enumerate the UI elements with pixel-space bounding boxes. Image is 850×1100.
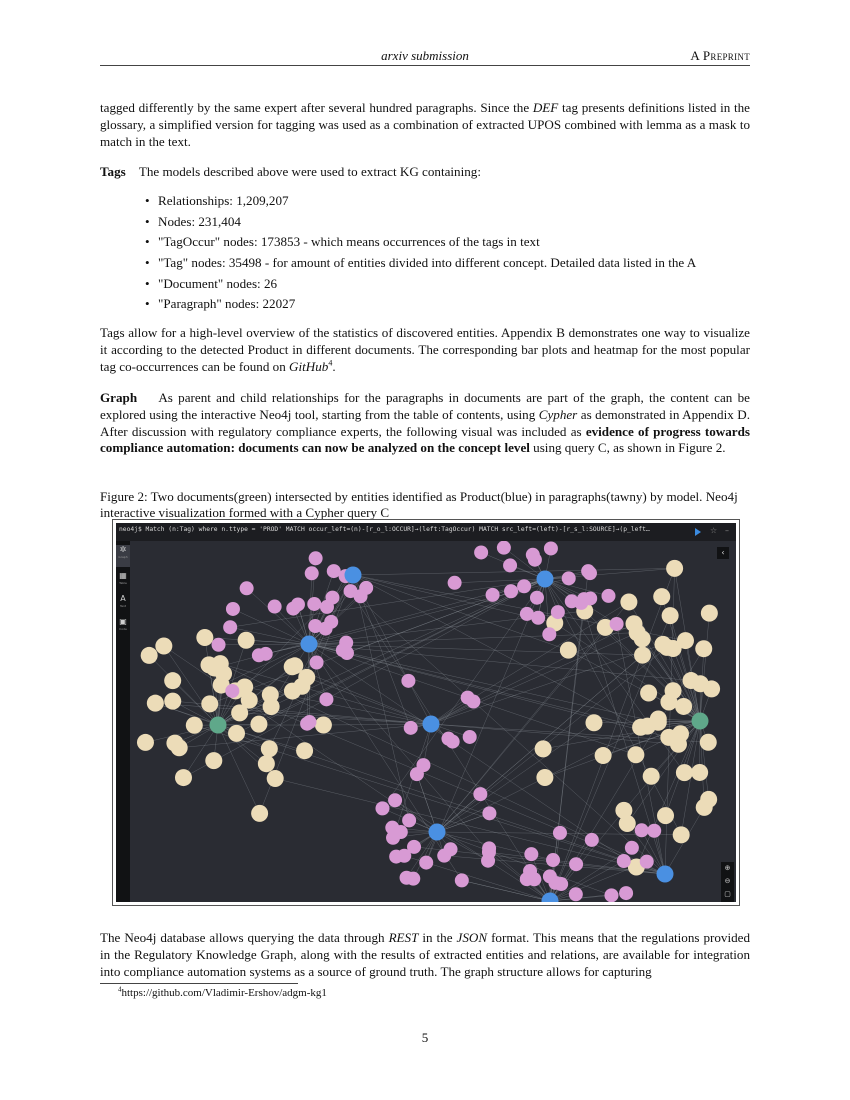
tagoccur-node[interactable]	[401, 674, 415, 688]
paragraph-node[interactable]	[267, 770, 284, 787]
product-node[interactable]	[657, 866, 674, 883]
paragraph-node[interactable]	[215, 665, 232, 682]
intro-paragraph: tagged differently by the same expert after several hundred paragraphs. Since the DEF tag presents definitions listed in the glossary, a simplified version for tagging was used as a combination of extracted UPOS combined with lemma as a mask to match in the text.	[100, 100, 750, 149]
paragraph-node[interactable]	[535, 740, 552, 757]
tagoccur-node[interactable]	[554, 877, 568, 891]
tagoccur-node[interactable]	[551, 605, 565, 619]
paragraph-node[interactable]	[261, 740, 278, 757]
sidebar-item-graph[interactable]: ✲ Graph	[116, 545, 130, 567]
minimize-icon[interactable]: –	[725, 526, 729, 535]
paragraph-node[interactable]	[201, 695, 218, 712]
footnote-ref[interactable]: 4	[328, 358, 333, 368]
document-node[interactable]	[692, 713, 709, 730]
graph-icon: ✲	[119, 545, 127, 554]
paragraph-node[interactable]	[696, 799, 713, 816]
tagoccur-node[interactable]	[530, 591, 544, 605]
paragraph-node[interactable]	[683, 672, 700, 689]
paragraph-node[interactable]	[147, 695, 164, 712]
paragraph-node[interactable]	[666, 560, 683, 577]
neo4j-browser	[116, 523, 736, 902]
paragraph-node[interactable]	[238, 632, 255, 649]
tagoccur-node[interactable]	[419, 856, 433, 870]
kg-stats-list	[148, 191, 696, 315]
tags-lead: Tags The models described above were used to extract KG containing:	[100, 164, 481, 179]
product-node[interactable]	[301, 636, 318, 653]
paragraph-node[interactable]	[196, 629, 213, 646]
footnote: $^4$https://github.com/Vladimir-Ershov/adgm-kg1	[118, 985, 327, 999]
paragraph-node[interactable]	[625, 615, 642, 632]
rest-paragraph: The Neo4j database allows querying the data through REST in the JSON format. This means that the regulations provided in the Regulatory Knowledge Graph, along with the results of extracted entities and relations, are available for integration into compliance automation systems as a source of ground truth. The graph structure allows for capturing	[100, 930, 750, 979]
product-node[interactable]	[429, 824, 446, 841]
tagoccur-node[interactable]	[386, 831, 400, 845]
paragraph-node[interactable]	[263, 698, 280, 715]
paragraph-node[interactable]	[560, 642, 577, 659]
tagoccur-node[interactable]	[553, 826, 567, 840]
tagoccur-node[interactable]	[497, 541, 511, 555]
paragraph-node[interactable]	[700, 734, 717, 751]
sidebar-item-code[interactable]: ▣ Code	[116, 617, 130, 639]
tagoccur-node[interactable]	[544, 541, 558, 555]
header-venue: arxiv submission	[381, 48, 469, 63]
tagoccur-node[interactable]	[340, 646, 354, 660]
tags-heading: Tags	[100, 164, 126, 179]
page-number: 5	[421, 1030, 429, 1045]
graph-canvas[interactable]	[130, 541, 721, 902]
sidebar-item-text[interactable]: A Text	[116, 594, 130, 616]
figure-2	[112, 519, 740, 906]
paragraph-node[interactable]	[665, 640, 682, 657]
paragraph-node[interactable]	[643, 768, 660, 785]
tagoccur-node[interactable]	[569, 857, 583, 871]
paragraph-node[interactable]	[640, 685, 657, 702]
tagoccur-node[interactable]	[400, 871, 414, 885]
play-icon[interactable]	[695, 528, 701, 536]
tagoccur-node[interactable]	[327, 564, 341, 578]
fit-icon[interactable]: ▢	[724, 890, 731, 898]
tagoccur-node[interactable]	[604, 888, 618, 902]
tagoccur-node[interactable]	[520, 607, 534, 621]
product-node[interactable]	[345, 567, 362, 584]
paragraph-node[interactable]	[650, 714, 667, 731]
tagoccur-node[interactable]	[635, 823, 649, 837]
paragraph-node[interactable]	[619, 815, 636, 832]
paragraph-node[interactable]	[673, 826, 690, 843]
tagoccur-node[interactable]	[268, 600, 282, 614]
tagoccur-node[interactable]	[569, 887, 583, 901]
table-icon: ▦	[119, 571, 127, 580]
tagoccur-node[interactable]	[319, 692, 333, 706]
paragraph-node[interactable]	[171, 739, 188, 756]
list-item: • Relationships: 1,209,207	[148, 191, 696, 212]
tagoccur-node[interactable]	[482, 806, 496, 820]
paragraph-node[interactable]	[634, 647, 651, 664]
paragraph-node[interactable]	[175, 769, 192, 786]
list-item: • "Document" nodes: 26	[148, 274, 696, 295]
tagoccur-node[interactable]	[446, 735, 460, 749]
paragraph-node[interactable]	[284, 658, 301, 675]
paragraph-node[interactable]	[258, 755, 275, 772]
tagoccur-node[interactable]	[402, 813, 416, 827]
zoom-controls	[721, 862, 734, 902]
list-item: • "TagOccur" nodes: 173853 - which means occurrences of the tags in text	[148, 232, 696, 253]
tagoccur-node[interactable]	[461, 691, 475, 705]
tagoccur-node[interactable]	[647, 824, 661, 838]
paragraph-node[interactable]	[627, 746, 644, 763]
neo4j-command-bar	[116, 523, 736, 541]
tagoccur-node[interactable]	[388, 793, 402, 807]
paragraph-node[interactable]	[186, 717, 203, 734]
zoom-out-icon[interactable]: ⊖	[724, 877, 731, 885]
tagoccur-node[interactable]	[517, 579, 531, 593]
paragraph-node[interactable]	[141, 647, 158, 664]
paragraph-node[interactable]	[155, 638, 172, 655]
document-node[interactable]	[210, 717, 227, 734]
tagoccur-node[interactable]	[404, 721, 418, 735]
tagoccur-node[interactable]	[223, 620, 237, 634]
paragraph-node[interactable]	[137, 734, 154, 751]
paragraph-node[interactable]	[632, 719, 649, 736]
tagoccur-node[interactable]	[307, 597, 321, 611]
tagoccur-node[interactable]	[444, 842, 458, 856]
footnote-rule	[100, 983, 298, 984]
graph-nodes[interactable]	[137, 541, 720, 902]
tags-paragraph: Tags allow for a high-level overview of the statistics of discovered entities. Appendix B demonstrates one way to visualize it according to the detected Product in different documents. The corresponding bar plots and heatmap for the most popular tag co-occurrences can be found on GitHub$^4$.	[100, 325, 750, 374]
tagoccur-node[interactable]	[610, 617, 624, 631]
tagoccur-node[interactable]	[504, 584, 518, 598]
tagoccur-node[interactable]	[640, 855, 654, 869]
paragraph-node[interactable]	[585, 714, 602, 731]
neo4j-view-sidebar	[116, 541, 130, 902]
header-label: A Preprint	[690, 48, 750, 63]
tagoccur-node[interactable]	[291, 597, 305, 611]
paragraph-node[interactable]	[284, 683, 301, 700]
tagoccur-node[interactable]	[375, 801, 389, 815]
list-item: • Nodes: 231,404	[148, 212, 696, 233]
tagoccur-node[interactable]	[486, 588, 500, 602]
running-header	[100, 46, 750, 66]
code-icon: ▣	[119, 617, 127, 626]
paragraph-node[interactable]	[205, 752, 222, 769]
paragraph-node[interactable]	[164, 672, 181, 689]
tagoccur-node[interactable]	[407, 840, 421, 854]
footnote-url[interactable]: https://github.com/Vladimir-Ershov/adgm-kg1	[121, 987, 327, 999]
paragraph-node[interactable]	[691, 764, 708, 781]
list-item: • "Paragraph" nodes: 22027	[148, 294, 696, 315]
paragraph-node[interactable]	[672, 725, 689, 742]
tagoccur-node[interactable]	[503, 558, 517, 572]
tagoccur-node[interactable]	[585, 833, 599, 847]
tagoccur-node[interactable]	[583, 591, 597, 605]
tagoccur-node[interactable]	[240, 581, 254, 595]
paragraph-node[interactable]	[653, 588, 670, 605]
tagoccur-node[interactable]	[524, 847, 538, 861]
paragraph-node[interactable]	[536, 769, 553, 786]
paragraph-node[interactable]	[620, 593, 637, 610]
product-node[interactable]	[537, 571, 554, 588]
paragraph-node[interactable]	[695, 640, 712, 657]
paragraph-node[interactable]	[251, 805, 268, 822]
tagoccur-node[interactable]	[455, 873, 469, 887]
tagoccur-node[interactable]	[463, 730, 477, 744]
text-icon: A	[120, 594, 126, 603]
list-item: • "Tag" nodes: 35498 - for amount of entities divided into different concept. Detailed data listed in the A	[148, 253, 696, 274]
paragraph-node[interactable]	[315, 717, 332, 734]
paragraph-node[interactable]	[701, 605, 718, 622]
tagoccur-node[interactable]	[619, 886, 633, 900]
zoom-in-icon[interactable]: ⊕	[724, 864, 731, 872]
github-link[interactable]: GitHub	[289, 358, 329, 374]
tagoccur-node[interactable]	[528, 553, 542, 567]
tagoccur-node[interactable]	[617, 854, 631, 868]
tagoccur-node[interactable]	[542, 627, 556, 641]
tagoccur-node[interactable]	[226, 602, 240, 616]
paragraph-node[interactable]	[164, 693, 181, 710]
tagoccur-node[interactable]	[474, 545, 488, 559]
tagoccur-node[interactable]	[482, 845, 496, 859]
tagoccur-node[interactable]	[359, 581, 373, 595]
product-node[interactable]	[423, 716, 440, 733]
tagoccur-node[interactable]	[225, 684, 239, 698]
paragraph-node[interactable]	[228, 725, 245, 742]
graph-heading: Graph	[100, 390, 138, 405]
tagoccur-node[interactable]	[389, 850, 403, 864]
tagoccur-node[interactable]	[212, 638, 226, 652]
tagoccur-node[interactable]	[562, 571, 576, 585]
tagoccur-node[interactable]	[325, 591, 339, 605]
tagoccur-node[interactable]	[324, 615, 338, 629]
graph-paragraph: Graph As parent and child relationships for the paragraphs in documents are part of the graph, the content can be explored using the interactive Neo4j tool, starting from the table of contents, using Cypher as demonstrated in Appendix D. After discussion with regulatory compliance experts, the following visual was included as evidence of progress towards compliance automation: documents can now be analyzed on the concept level using query C, as shown in Figure 2.	[100, 390, 750, 456]
tagoccur-node[interactable]	[344, 584, 358, 598]
tagoccur-node[interactable]	[601, 589, 615, 603]
tagoccur-node[interactable]	[625, 841, 639, 855]
tagoccur-node[interactable]	[448, 576, 462, 590]
star-icon[interactable]: ☆	[710, 526, 718, 535]
paragraph-node[interactable]	[241, 692, 258, 709]
paragraph-node[interactable]	[660, 693, 677, 710]
paragraph-node[interactable]	[676, 764, 693, 781]
paragraph-node[interactable]	[595, 747, 612, 764]
collapse-panel-icon[interactable]: ‹	[717, 547, 729, 559]
tagoccur-node[interactable]	[308, 619, 322, 633]
tagoccur-node[interactable]	[527, 872, 541, 886]
sidebar-item-table[interactable]: ▦ Table	[116, 571, 130, 593]
tagoccur-node[interactable]	[473, 787, 487, 801]
tagoccur-node[interactable]	[300, 717, 314, 731]
tagoccur-node[interactable]	[305, 566, 319, 580]
header-rule	[100, 65, 750, 66]
paragraph-node[interactable]	[675, 698, 692, 715]
tagoccur-node[interactable]	[310, 655, 324, 669]
tagoccur-node[interactable]	[416, 758, 430, 772]
paragraph-node[interactable]	[662, 607, 679, 624]
tagoccur-node[interactable]	[309, 551, 323, 565]
paragraph-node[interactable]	[250, 716, 267, 733]
cypher-query[interactable]: neo4j$ Match (n:Tag) where n.ttype = 'PROD' MATCH occur_left=(n)-[r_o_l:OCCUR]→(left:TagOccur) MATCH src_left=(left)-[r_s_l:SOURCE]→(p_left…	[119, 526, 650, 533]
paragraph-node[interactable]	[296, 742, 313, 759]
paragraph-node[interactable]	[657, 807, 674, 824]
tagoccur-node[interactable]	[252, 648, 266, 662]
tagoccur-node[interactable]	[583, 566, 597, 580]
figure-caption: Figure 2: Two documents(green) intersected by entities identified as Product(blue) in paragraphs(tawny) by model. Neo4j interactive visualization formed with a Cypher query C	[100, 489, 738, 520]
tagoccur-node[interactable]	[546, 853, 560, 867]
